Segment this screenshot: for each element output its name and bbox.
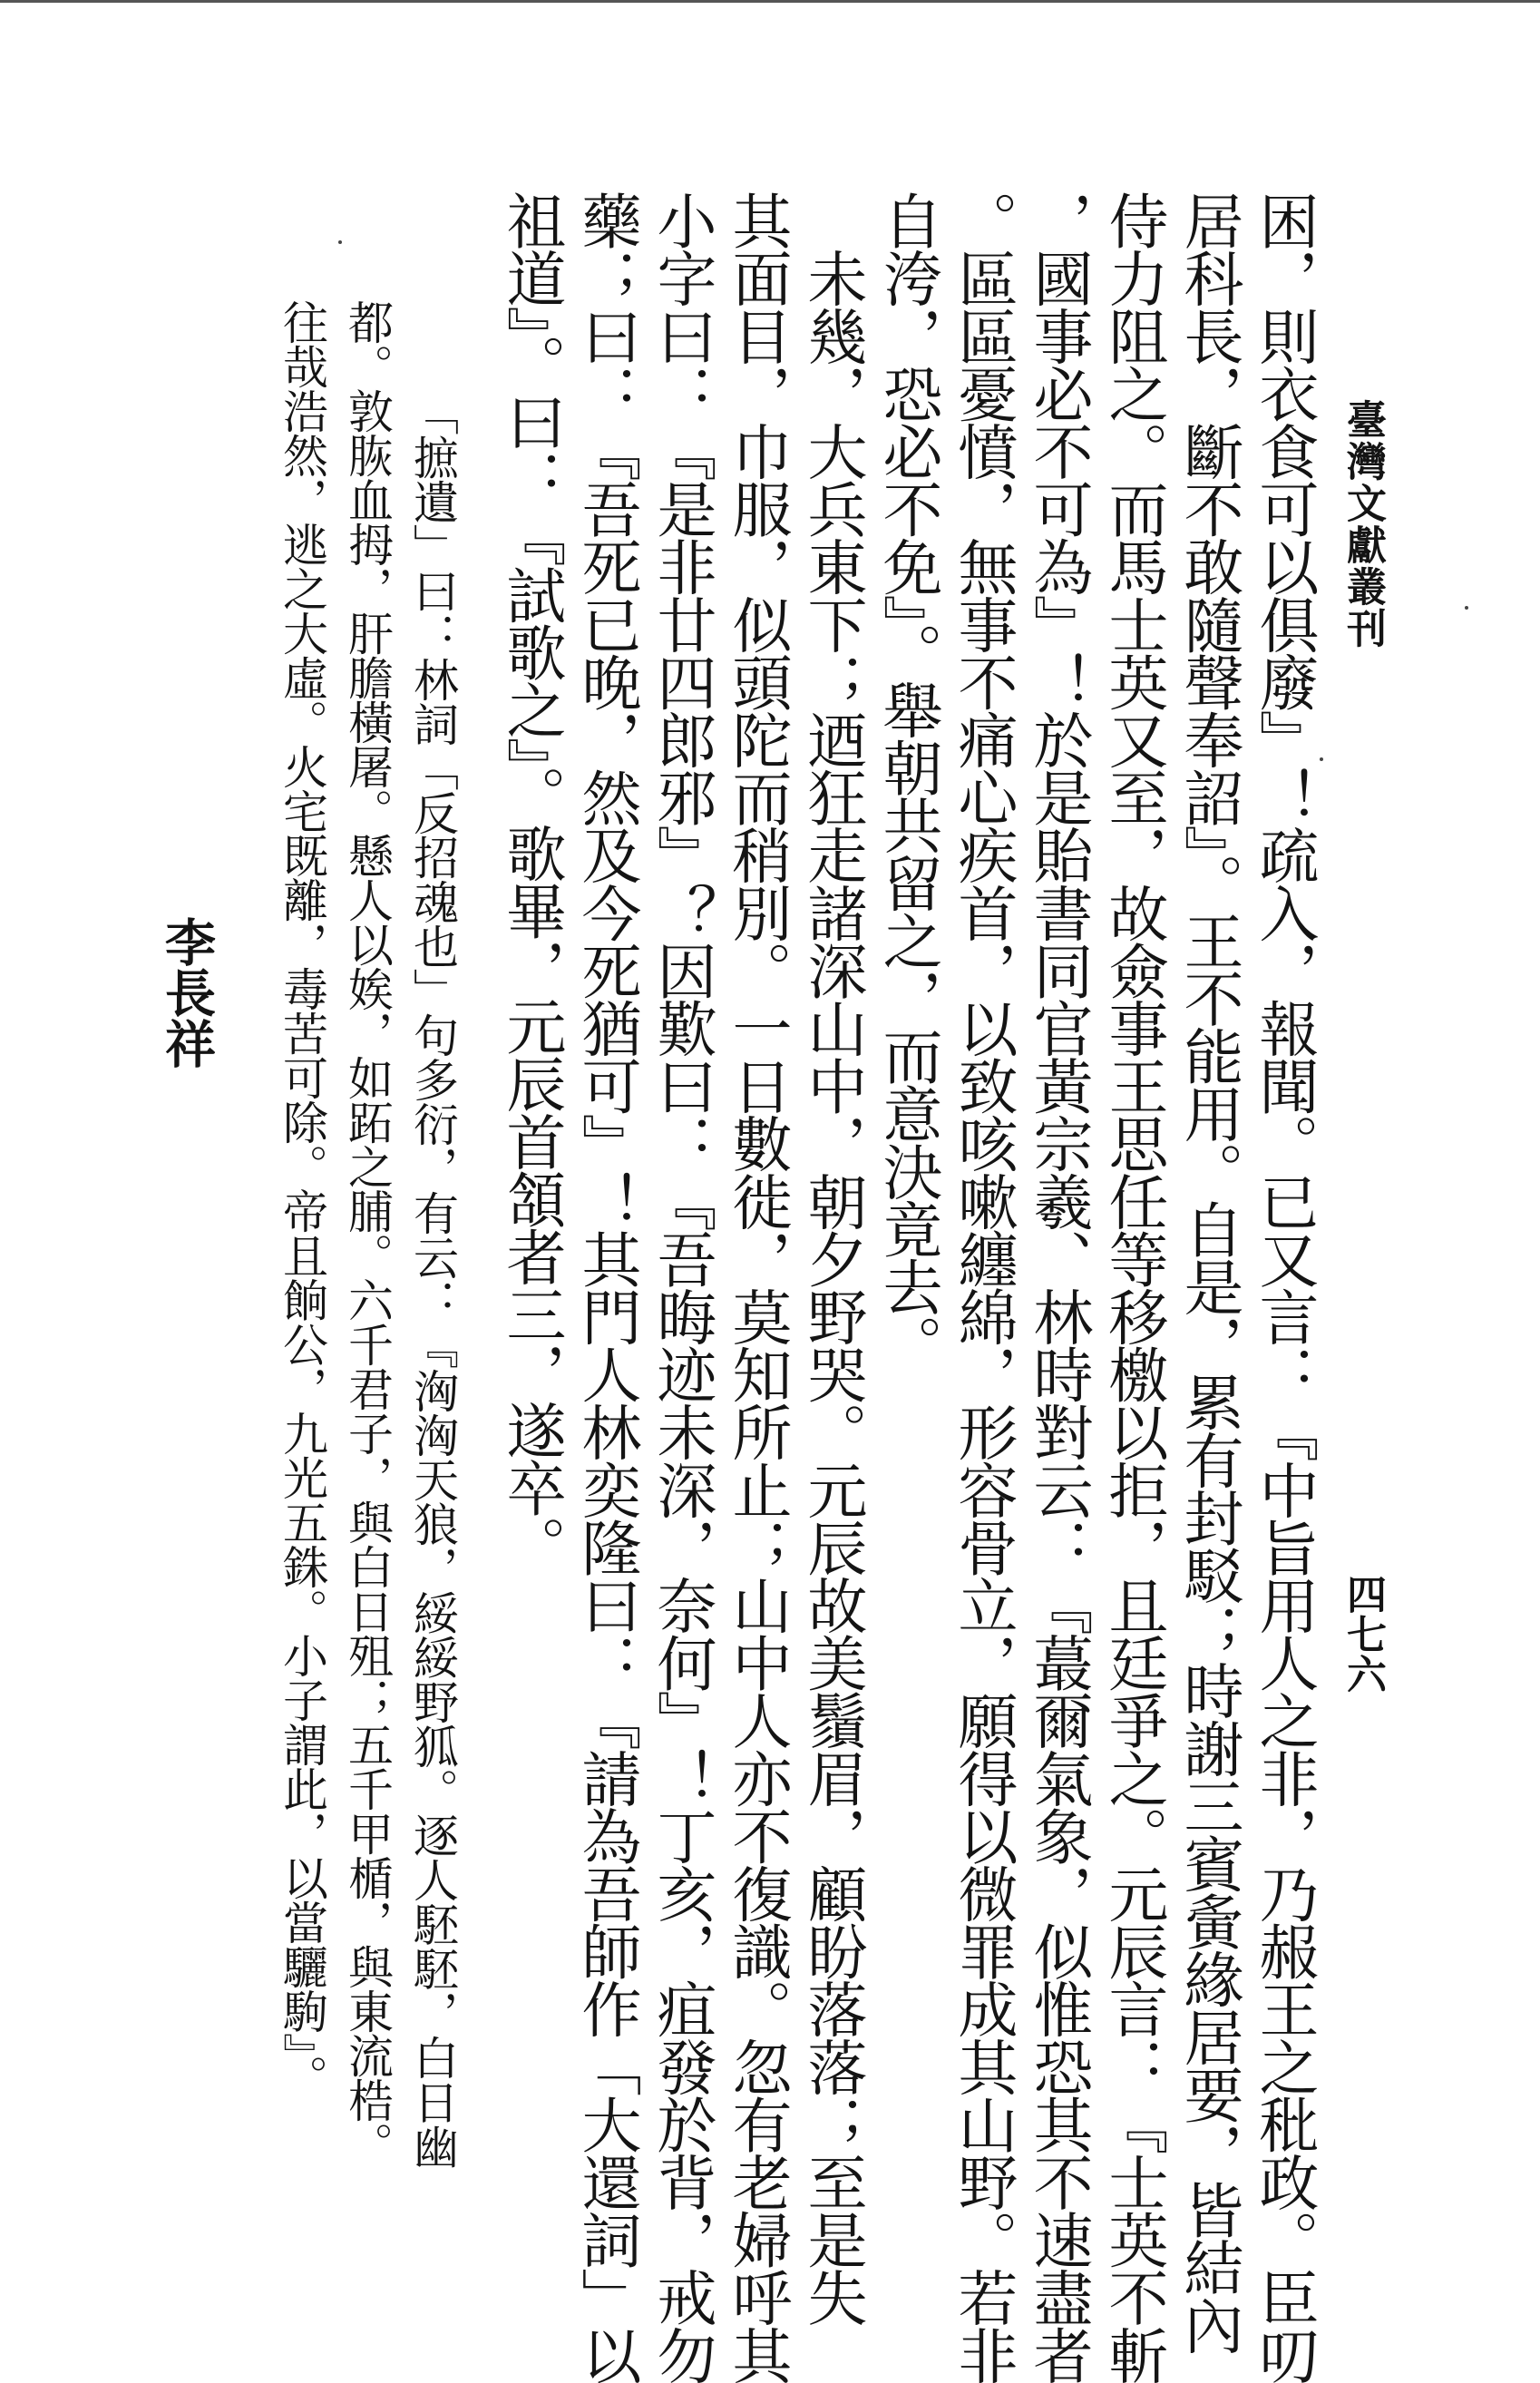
text-column-10: 藥；曰：『吾死已晚，然及今死猶可』！其門人林奕隆曰：『請為吾師作「大還詞」以: [571, 190, 641, 2383]
text-column-9: 小字曰：『是非廿四郎邪』？因歎曰：『吾晦迹未深，奈何』！丁亥，疽發於背，戒勿: [647, 190, 716, 2383]
running-header-title: 臺灣文獻叢刊: [1340, 399, 1386, 649]
note-column-3: 往哉浩然，逃之大虛。火宅既離，毒苦可除。帝且餉公，九光五銖。小子謂此，以當驪駒』。: [276, 299, 328, 2099]
text-column-8: 其面目，巾服，似頭陀而稍別。一日數徙，莫知所止；山中人亦不復識。忽有老婦呼其: [722, 190, 792, 2383]
chapter-title: 李長祥: [157, 916, 217, 1069]
text-column-2: 居科長，斷不敢隨聲奉詔』。王不能用。自是，累有封駁；時謝三賓夤緣居要，皆結內: [1174, 190, 1243, 2353]
note-column-2: 都。敦脄血拇，肝膽橫屠。懸人以娭，如跖之脯。六千君子，與白日殂；五千甲楯，與東流梏。: [341, 299, 394, 2166]
text-column-5: 。區區憂憤，無事不痛心疾首，以致咳嗽纏綿，形容骨立，願得以微罪成其山野。若非: [948, 190, 1018, 2383]
text-column-11: 祖道』。曰：『試歌之』。歌畢，元辰首頷者三，遂卒。: [496, 190, 566, 1574]
scan-speck: [338, 240, 342, 244]
scan-speck: [1465, 606, 1468, 610]
scan-speck: [1320, 757, 1323, 761]
note-column-1: 「摭遺」曰：林詞「反招魂也」句多衍，有云：『洶洶天狼，綏綏野狐。逐人駓駓，白日幽: [406, 390, 459, 2168]
top-border-rule: [0, 0, 1540, 3]
text-column-6: 自洿，恐必不免』。舉朝共留之，而意決竟去。: [872, 190, 942, 1372]
page-number: 四七六: [1340, 1574, 1386, 1694]
text-column-4: ，國事必不可為』！於是貽書同官黃宗羲、林時對云：『蕞爾氣象，似惟恐其不速盡者: [1023, 190, 1093, 2383]
text-column-1: 困，則衣食可以俱廢』！疏入，報聞。已又言：『中旨用人之非，乃赧王之秕政。臣叨: [1249, 190, 1319, 2383]
text-column-7: 未幾，大兵東下；迺狂走諸深山中，朝夕野哭。元辰故美鬚眉，顧盼落落；至是失: [797, 190, 867, 2326]
text-column-3: 侍力阻之。而馬士英又至，故僉事王思任等移檄以拒，且廷爭之。元辰言：『士英不斬: [1098, 190, 1168, 2383]
